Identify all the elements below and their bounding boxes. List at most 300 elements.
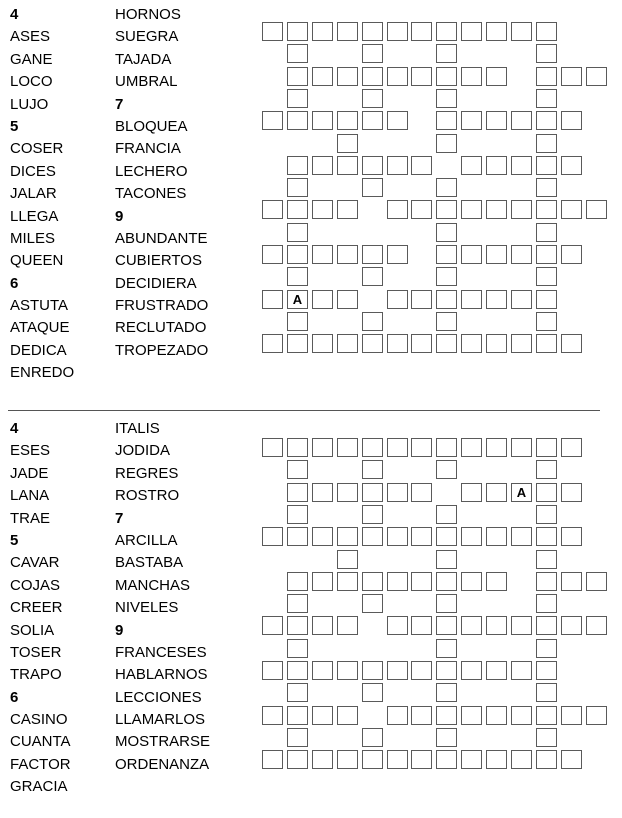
grid-cell[interactable] <box>561 616 582 635</box>
grid-cell[interactable] <box>561 334 582 353</box>
grid-cell[interactable] <box>486 616 507 635</box>
grid-cell[interactable] <box>561 483 582 502</box>
grid-cell[interactable] <box>536 44 557 63</box>
grid-cell[interactable] <box>486 750 507 769</box>
grid-cell[interactable] <box>287 267 308 286</box>
grid-cell[interactable] <box>312 706 333 725</box>
grid-cell[interactable] <box>486 527 507 546</box>
grid-cell[interactable] <box>436 460 457 479</box>
grid-cell[interactable] <box>511 527 532 546</box>
grid-cell[interactable] <box>511 438 532 457</box>
grid-cell[interactable] <box>287 111 308 130</box>
grid-cell[interactable] <box>362 460 383 479</box>
word-list-item: NIVELES <box>115 599 179 617</box>
grid-cell[interactable] <box>287 661 308 680</box>
grid-cell[interactable] <box>262 438 283 457</box>
grid-cell[interactable] <box>337 290 358 309</box>
grid-cell[interactable] <box>287 572 308 591</box>
grid-cell[interactable] <box>561 156 582 175</box>
grid-cell[interactable] <box>536 483 557 502</box>
grid-cell[interactable] <box>461 200 482 219</box>
grid-cell[interactable] <box>262 527 283 546</box>
grid-cell[interactable] <box>536 527 557 546</box>
grid-cell[interactable] <box>337 661 358 680</box>
word-list-item: ABUNDANTE <box>115 229 208 247</box>
grid-cell[interactable] <box>312 334 333 353</box>
grid-cell[interactable] <box>561 438 582 457</box>
grid-cell[interactable] <box>436 438 457 457</box>
grid-cell[interactable] <box>312 22 333 41</box>
word-list-item: ORDENANZA <box>115 755 210 773</box>
grid-cell[interactable] <box>262 661 283 680</box>
grid-cell[interactable] <box>387 22 408 41</box>
grid-cell[interactable] <box>536 750 557 769</box>
grid-cell[interactable] <box>436 572 457 591</box>
grid-cell[interactable] <box>362 312 383 331</box>
grid-cell[interactable] <box>461 156 482 175</box>
grid-cell[interactable] <box>312 438 333 457</box>
word-list-item: ATAQUE <box>10 319 70 337</box>
grid-cell[interactable] <box>586 616 607 635</box>
grid-cell[interactable] <box>461 67 482 86</box>
grid-cell[interactable] <box>536 22 557 41</box>
grid-cell[interactable] <box>511 156 532 175</box>
grid-cell[interactable] <box>312 290 333 309</box>
grid-cell[interactable] <box>411 527 432 546</box>
grid-cell[interactable] <box>387 572 408 591</box>
grid-cell[interactable] <box>362 683 383 702</box>
grid-cell[interactable] <box>362 728 383 747</box>
grid-cell[interactable] <box>411 616 432 635</box>
grid-cell[interactable] <box>536 728 557 747</box>
word-list-item: COJAS <box>10 576 61 594</box>
grid-cell[interactable] <box>312 483 333 502</box>
word-list-item: ROSTRO <box>115 487 180 505</box>
grid-cell[interactable] <box>262 706 283 725</box>
grid-cell[interactable] <box>337 550 358 569</box>
grid-cell[interactable] <box>436 134 457 153</box>
grid-cell[interactable] <box>362 111 383 130</box>
grid-cell[interactable] <box>536 661 557 680</box>
grid-cell[interactable] <box>287 683 308 702</box>
grid-cell[interactable] <box>486 438 507 457</box>
grid-cell[interactable] <box>536 290 557 309</box>
grid-cell[interactable] <box>387 290 408 309</box>
grid-cell[interactable] <box>262 111 283 130</box>
grid-cell[interactable] <box>312 156 333 175</box>
grid-cell[interactable] <box>387 706 408 725</box>
grid-cell[interactable] <box>262 290 283 309</box>
grid-cell[interactable] <box>436 334 457 353</box>
grid-cell[interactable] <box>536 706 557 725</box>
word-list-item: FRANCIA <box>115 140 181 158</box>
word-list-item: GRACIA <box>10 778 68 796</box>
grid-cell[interactable] <box>536 178 557 197</box>
grid-cell[interactable] <box>536 616 557 635</box>
grid-cell[interactable] <box>436 89 457 108</box>
grid-cell-given[interactable]: A <box>287 290 308 309</box>
grid-cell[interactable] <box>536 572 557 591</box>
grid-cell[interactable] <box>511 706 532 725</box>
grid-cell[interactable] <box>486 245 507 264</box>
grid-cell[interactable] <box>287 312 308 331</box>
grid-cell[interactable] <box>287 334 308 353</box>
grid-cell[interactable] <box>337 67 358 86</box>
grid-cell[interactable] <box>536 156 557 175</box>
word-list-item: BASTABA <box>115 554 184 572</box>
grid-cell[interactable] <box>312 616 333 635</box>
grid-cell[interactable] <box>287 67 308 86</box>
grid-cell[interactable] <box>337 134 358 153</box>
grid-cell[interactable] <box>337 483 358 502</box>
word-list-item: DECIDIERA <box>115 274 197 292</box>
grid-cell[interactable] <box>411 483 432 502</box>
grid-cell[interactable] <box>461 616 482 635</box>
grid-cell[interactable] <box>536 438 557 457</box>
word-list-item: RECLUTADO <box>115 319 207 337</box>
grid-cell[interactable] <box>337 200 358 219</box>
grid-cell[interactable] <box>536 683 557 702</box>
grid-cell[interactable] <box>387 483 408 502</box>
grid-cell[interactable] <box>411 22 432 41</box>
grid-cell[interactable] <box>287 728 308 747</box>
grid-cell[interactable] <box>436 178 457 197</box>
word-list-item: HORNOS <box>115 6 181 23</box>
word-list-item: SUEGRA <box>115 28 179 46</box>
grid-cell[interactable] <box>561 527 582 546</box>
grid-cell[interactable] <box>436 683 457 702</box>
word-length-header: 9 <box>115 621 124 639</box>
grid-cell[interactable] <box>387 527 408 546</box>
grid-cell[interactable] <box>436 200 457 219</box>
grid-cell[interactable] <box>362 750 383 769</box>
grid-cell[interactable] <box>337 156 358 175</box>
grid-cell[interactable] <box>337 245 358 264</box>
grid-cell[interactable] <box>586 572 607 591</box>
grid-cell[interactable] <box>337 527 358 546</box>
grid-cell[interactable] <box>536 245 557 264</box>
grid-cell[interactable] <box>536 67 557 86</box>
grid-cell[interactable] <box>287 22 308 41</box>
grid-cell[interactable] <box>436 267 457 286</box>
grid-cell[interactable] <box>411 156 432 175</box>
word-list-item: SOLIA <box>10 621 55 639</box>
word-list-item: LECHERO <box>115 162 188 180</box>
grid-cell[interactable] <box>436 223 457 242</box>
word-list-item: TRAE <box>10 509 51 527</box>
word-list-item: GANE <box>10 50 53 68</box>
grid-cell[interactable] <box>411 661 432 680</box>
grid-cell[interactable] <box>511 616 532 635</box>
grid-cell[interactable] <box>287 527 308 546</box>
grid-cell[interactable] <box>436 505 457 524</box>
grid-cell[interactable] <box>511 290 532 309</box>
grid-cell[interactable] <box>461 334 482 353</box>
grid-cell[interactable] <box>362 22 383 41</box>
grid-cell[interactable] <box>287 706 308 725</box>
grid-cell[interactable] <box>486 22 507 41</box>
grid-cell[interactable] <box>387 661 408 680</box>
grid-cell[interactable] <box>461 750 482 769</box>
grid-cell[interactable] <box>287 483 308 502</box>
grid-cell[interactable] <box>287 89 308 108</box>
grid-cell[interactable] <box>461 245 482 264</box>
word-list-item: CUANTA <box>10 733 71 751</box>
word-list-item: LLEGA <box>10 207 59 225</box>
grid-cell[interactable] <box>461 483 482 502</box>
word-length-header: 7 <box>115 95 124 113</box>
word-length-header: 9 <box>115 207 124 225</box>
word-list-item: CREER <box>10 599 63 617</box>
grid-cell[interactable] <box>362 483 383 502</box>
grid-cell[interactable] <box>436 67 457 86</box>
grid-cell[interactable] <box>362 572 383 591</box>
grid-cell[interactable] <box>287 750 308 769</box>
grid-cell[interactable] <box>387 438 408 457</box>
grid-cell[interactable] <box>287 460 308 479</box>
grid-cell[interactable] <box>387 616 408 635</box>
grid-cell[interactable] <box>337 22 358 41</box>
grid-cell[interactable] <box>387 334 408 353</box>
grid-cell[interactable] <box>486 290 507 309</box>
word-list-item: MOSTRARSE <box>115 733 211 751</box>
grid-cell[interactable] <box>287 438 308 457</box>
grid-cell[interactable] <box>287 616 308 635</box>
grid-cell[interactable] <box>461 438 482 457</box>
grid-cell[interactable] <box>586 706 607 725</box>
grid-cell[interactable] <box>561 67 582 86</box>
grid-cell[interactable] <box>387 111 408 130</box>
puzzle-divider <box>8 410 600 411</box>
grid-cell[interactable] <box>362 245 383 264</box>
word-list-item: TAJADA <box>115 50 172 68</box>
grid-cell[interactable] <box>262 245 283 264</box>
grid-cell[interactable] <box>387 200 408 219</box>
grid-cell[interactable] <box>262 616 283 635</box>
grid-cell[interactable] <box>262 22 283 41</box>
word-list-item: JODIDA <box>115 442 171 460</box>
grid-cell[interactable] <box>461 290 482 309</box>
grid-cell[interactable] <box>436 290 457 309</box>
grid-cell[interactable] <box>536 89 557 108</box>
word-list-item: COSER <box>10 140 64 158</box>
grid-cell[interactable] <box>436 312 457 331</box>
grid-cell[interactable] <box>511 750 532 769</box>
grid-cell[interactable] <box>436 594 457 613</box>
grid-cell[interactable] <box>536 594 557 613</box>
grid-cell[interactable] <box>337 616 358 635</box>
grid-cell[interactable] <box>362 527 383 546</box>
grid-cell[interactable] <box>312 245 333 264</box>
grid-cell[interactable] <box>337 572 358 591</box>
word-list-2b <box>115 418 225 776</box>
grid-cell[interactable] <box>461 572 482 591</box>
grid-cell[interactable] <box>337 438 358 457</box>
grid-cell[interactable] <box>461 706 482 725</box>
grid-cell-given[interactable]: A <box>511 483 532 502</box>
grid-cell[interactable] <box>561 200 582 219</box>
grid-cell[interactable] <box>287 594 308 613</box>
word-list-item: FRUSTRADO <box>115 297 209 315</box>
word-list-item: DEDICA <box>10 341 67 359</box>
grid-cell[interactable] <box>362 44 383 63</box>
grid-cell[interactable] <box>337 111 358 130</box>
word-list-1b <box>115 4 225 362</box>
grid-cell[interactable] <box>411 67 432 86</box>
grid-cell[interactable] <box>337 750 358 769</box>
grid-cell[interactable] <box>486 572 507 591</box>
grid-cell[interactable] <box>411 334 432 353</box>
word-list-item: MILES <box>10 229 56 247</box>
grid-cell[interactable] <box>312 572 333 591</box>
grid-cell[interactable] <box>461 22 482 41</box>
grid-cell[interactable] <box>287 505 308 524</box>
grid-cell[interactable] <box>287 245 308 264</box>
grid-cell[interactable] <box>287 223 308 242</box>
grid-cell[interactable] <box>536 267 557 286</box>
word-list-item: ARCILLA <box>115 531 178 549</box>
grid-cell[interactable] <box>486 156 507 175</box>
word-list-item: TRAPO <box>10 666 62 684</box>
grid-cell[interactable] <box>362 89 383 108</box>
grid-cell[interactable] <box>312 661 333 680</box>
grid-cell[interactable] <box>362 438 383 457</box>
grid-cell[interactable] <box>561 572 582 591</box>
grid-cell[interactable] <box>436 706 457 725</box>
word-list-2a <box>10 418 120 799</box>
grid-cell[interactable] <box>486 67 507 86</box>
grid-cell[interactable] <box>287 639 308 658</box>
grid-cell[interactable] <box>586 200 607 219</box>
grid-cell[interactable] <box>436 44 457 63</box>
grid-cell[interactable] <box>287 44 308 63</box>
grid-cell[interactable] <box>536 134 557 153</box>
grid-cell[interactable] <box>436 616 457 635</box>
grid-cell[interactable] <box>486 200 507 219</box>
grid-cell[interactable] <box>486 706 507 725</box>
grid-cell[interactable] <box>411 290 432 309</box>
grid-cell[interactable] <box>536 111 557 130</box>
grid-cell[interactable] <box>536 639 557 658</box>
grid-cell[interactable] <box>561 245 582 264</box>
grid-cell[interactable] <box>387 67 408 86</box>
crossword-grid-2 <box>262 438 592 818</box>
word-list-item: LLAMARLOS <box>115 711 206 729</box>
grid-cell[interactable] <box>262 200 283 219</box>
word-list-item: LECCIONES <box>115 688 202 706</box>
grid-cell[interactable] <box>362 505 383 524</box>
grid-cell[interactable] <box>511 22 532 41</box>
grid-cell[interactable] <box>387 156 408 175</box>
word-list-item: TOSER <box>10 643 62 661</box>
grid-cell[interactable] <box>536 200 557 219</box>
grid-cell[interactable] <box>436 639 457 658</box>
grid-cell[interactable] <box>337 334 358 353</box>
grid-cell[interactable] <box>561 111 582 130</box>
word-list-item: JADE <box>10 464 49 482</box>
grid-cell[interactable] <box>387 750 408 769</box>
grid-cell[interactable] <box>411 200 432 219</box>
grid-cell[interactable] <box>411 438 432 457</box>
grid-cell[interactable] <box>262 334 283 353</box>
grid-cell[interactable] <box>436 245 457 264</box>
grid-cell[interactable] <box>436 111 457 130</box>
grid-cell[interactable] <box>411 706 432 725</box>
grid-cell[interactable] <box>436 661 457 680</box>
grid-cell[interactable] <box>362 661 383 680</box>
grid-cell[interactable] <box>561 750 582 769</box>
word-list-item: ASTUTA <box>10 297 69 315</box>
word-list-item: LANA <box>10 487 50 505</box>
grid-cell[interactable] <box>362 334 383 353</box>
grid-cell[interactable] <box>536 334 557 353</box>
grid-cell[interactable] <box>436 728 457 747</box>
grid-cell[interactable] <box>287 178 308 197</box>
grid-cell[interactable] <box>486 661 507 680</box>
grid-cell[interactable] <box>312 111 333 130</box>
grid-cell[interactable] <box>312 67 333 86</box>
word-list-item: REGRES <box>115 464 179 482</box>
grid-cell[interactable] <box>362 267 383 286</box>
grid-cell[interactable] <box>362 67 383 86</box>
grid-cell[interactable] <box>536 223 557 242</box>
grid-cell[interactable] <box>486 483 507 502</box>
word-list-item: TACONES <box>115 185 187 203</box>
grid-cell[interactable] <box>312 527 333 546</box>
word-length-header: 4 <box>10 6 19 23</box>
grid-cell[interactable] <box>362 156 383 175</box>
grid-cell[interactable] <box>287 156 308 175</box>
grid-cell[interactable] <box>362 594 383 613</box>
grid-cell[interactable] <box>411 572 432 591</box>
word-length-header: 5 <box>10 117 19 135</box>
grid-cell[interactable] <box>586 67 607 86</box>
grid-cell[interactable] <box>511 245 532 264</box>
grid-cell[interactable] <box>436 550 457 569</box>
grid-cell[interactable] <box>486 334 507 353</box>
grid-cell[interactable] <box>436 527 457 546</box>
grid-cell[interactable] <box>461 661 482 680</box>
grid-cell[interactable] <box>561 706 582 725</box>
grid-cell[interactable] <box>511 661 532 680</box>
grid-cell[interactable] <box>486 111 507 130</box>
grid-cell[interactable] <box>461 111 482 130</box>
grid-cell[interactable] <box>262 750 283 769</box>
grid-cell[interactable] <box>411 750 432 769</box>
grid-cell[interactable] <box>536 460 557 479</box>
grid-cell[interactable] <box>511 334 532 353</box>
grid-cell[interactable] <box>312 200 333 219</box>
grid-cell[interactable] <box>461 527 482 546</box>
grid-cell[interactable] <box>536 550 557 569</box>
word-list-item: QUEEN <box>10 252 64 270</box>
grid-cell[interactable] <box>511 200 532 219</box>
grid-cell[interactable] <box>387 245 408 264</box>
word-list-item: UMBRAL <box>115 73 178 91</box>
grid-cell[interactable] <box>362 178 383 197</box>
grid-cell[interactable] <box>536 312 557 331</box>
grid-cell[interactable] <box>287 200 308 219</box>
word-list-item: LUJO <box>10 95 49 113</box>
grid-cell[interactable] <box>337 706 358 725</box>
grid-cell[interactable] <box>436 750 457 769</box>
grid-cell[interactable] <box>536 505 557 524</box>
word-list-item: MANCHAS <box>115 576 191 594</box>
grid-cell[interactable] <box>312 750 333 769</box>
grid-cell[interactable] <box>436 22 457 41</box>
word-length-header: 6 <box>10 688 19 706</box>
grid-cell[interactable] <box>511 111 532 130</box>
